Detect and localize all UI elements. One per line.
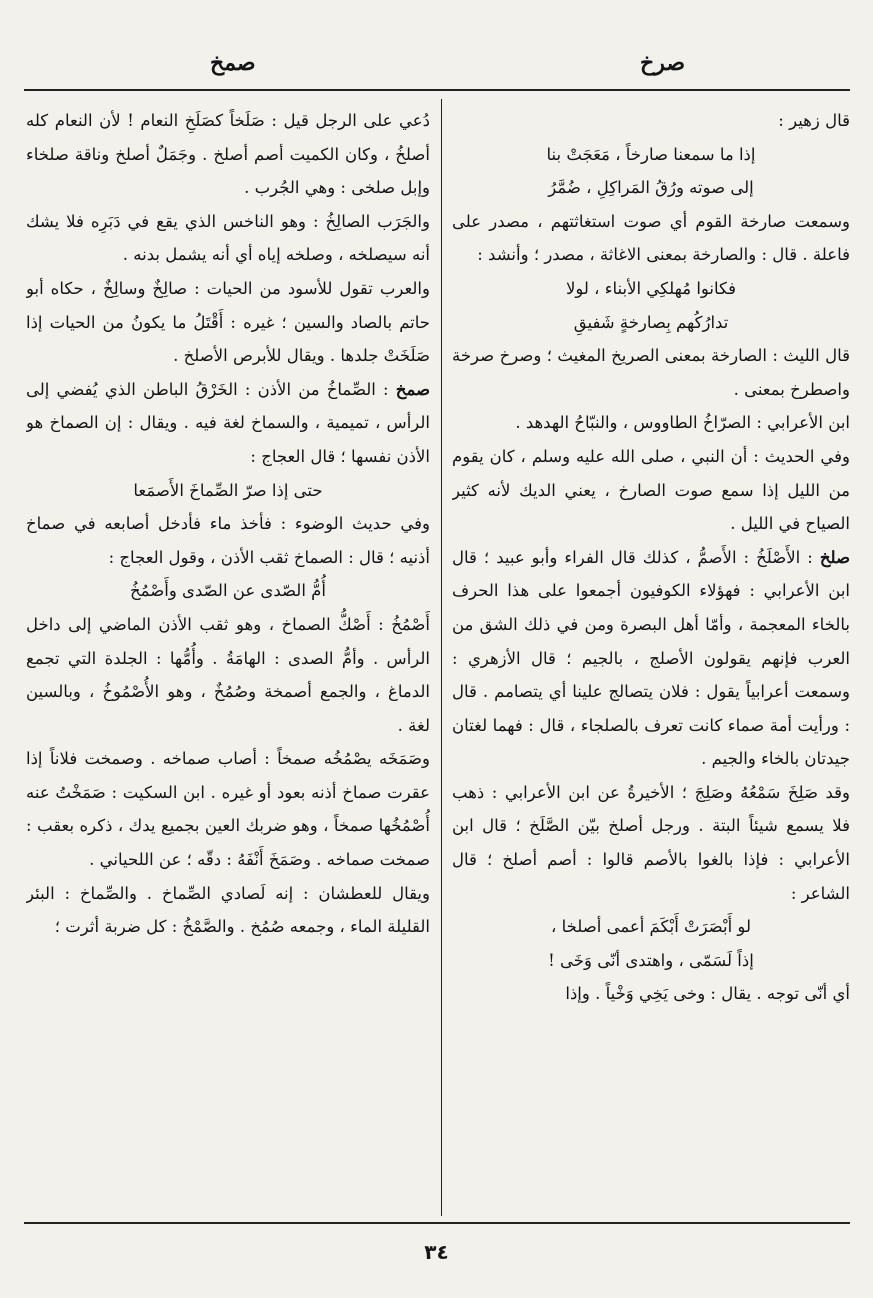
paragraph: وسمعت صارخة القوم أي صوت استغاثتهم ، مصدر على فاعلة . قال : والصارخة بمعنى الاغاثة ، مصدر ؛ وأنشد : bbox=[452, 211, 850, 265]
paragraph: أَصْمُخُ : أَصْكُّ الصماخ ، وهو ثقب الأذن الماضي إلى داخل الرأس . وأمُّ الصدى : الهامَةُ . وأُمُّها : الجلدة التي تجمع الدماغ ، والجمع أصمخة وصُمُخٌ ، وهو الأُصْمُوخُ ، وبالسين لغة . bbox=[26, 614, 430, 735]
paragraph: وفي حديث الوضوء : فأخذ ماء فأدخل أصابعه في صماخ أذنيه ؛ قال : الصماخ ثقب الأذن ، وقول العجاج : bbox=[26, 514, 430, 567]
entry-text: : الصِّماخُ من الأذن : الخَرْقُ الباطن الذي يُفضي إلى الرأس ، تميمية ، والسماخ لغة فيه . ويقال : إن الصماخ هو الأذن نفسها ؛ قال العجاج : bbox=[26, 379, 430, 466]
left-column bbox=[26, 104, 430, 1216]
entry-headword: صلخ bbox=[819, 547, 850, 567]
verse-line: إذا ما سمعنا صارخاً ، مَعَجَتْ بنا bbox=[546, 144, 756, 164]
right-column bbox=[452, 104, 850, 1216]
verse-line: فكانوا مُهلكِي الأبناء ، لولا bbox=[565, 278, 737, 298]
entry-text: : الأَصْلَخُ : الأَصمُّ ، كذلك قال الفراء وأبو عبيد ؛ قال ابن الأعرابي : فهؤلاء الكوفيون أجمعوا على هذا الحرف بالخاء المعجمة ، وأمّا أهل البصرة ومن في ذلك الشق من العرب فإنهم يقولون الأصلج ، بالجيم ؛ قال الأزهري : وسمعت أعرابياً يقول : فلان يتصالج علينا أي يتصامم . قال : ورأيت أمة صماء كانت تعرف بالصلجاء ، قال : فهما لغتان جيدتان بالخاء والجيم . bbox=[452, 547, 850, 769]
paragraph: وصَمَخَه يصْمُخُه صمخاً : أصاب صماخه . وصمخت فلاناً إذا عقرت صماخ أذنه بعود أو غيره . ابن السكيت : صَمَخْتُ عنه أُصْمُخُها صمخاً ، وهو ضربك العين بجميع يدك ، ذكره بعقب : صمخت صماخه . وصَمَخَ أَنْفَهُ : دقّه ؛ عن اللحياني . bbox=[26, 749, 430, 870]
dictionary-entry bbox=[26, 373, 430, 474]
page-number: ٣٤ bbox=[424, 1240, 449, 1264]
paragraph: أي أنّى توجه . يقال : وخى يَخِي وَخْياً . وإذا bbox=[565, 984, 850, 1004]
paragraph: ابن الأعرابي : الصرّاخُ الطاووس ، والنبّاحُ الهدهد . bbox=[515, 413, 850, 433]
running-head-left: صمخ bbox=[210, 50, 256, 76]
paragraph: قال الليث : الصارخة بمعنى الصريخ المغيث ؛ وصرخ صرخة واصطرخ بمعنى . bbox=[452, 346, 850, 399]
paragraph: وفي الحديث : أن النبي ، صلى الله عليه وسلم ، كان يقوم من الليل إذا سمع صوت الصارخ ، يعني الديك لأنه كثير الصياح في الليل . bbox=[452, 446, 850, 534]
verse-line: إلى صوته ورُقُ المَراكِلِ ، ضُمَّرُ bbox=[548, 178, 754, 198]
top-rule bbox=[24, 89, 850, 91]
verse-line: أُمُّ الصّدى عن الصّدى وأَصْمُخُ bbox=[130, 581, 326, 601]
paragraph: والجَرَب الصالِخُ : وهو الناخس الذي يقع في دَبَرِه فلا يشك أنه سيصلخه ، وصلخه إياه أي أنه يشمل بدنه . bbox=[26, 211, 430, 265]
paragraph: والعرب تقول للأسود من الحيات : صالِخٌ وسالِخٌ ، حكاه أبو حاتم بالصاد والسين ؛ غيره : أَقْتَلُ ما يكونُ من الحيات إذا صَلَخَتْ جلدها . ويقال للأبرص الأصلخ . bbox=[26, 278, 430, 366]
paragraph: دُعي على الرجل قيل : صَلَخاً كصَلَخِ النعام ! لأن النعام كله أصلخُ ، وكان الكميت أصم أصلخ . وجَمَلٌ أصلخ وناقة صلخاء وإبل صلخى : وهي الجُرب . bbox=[26, 111, 430, 198]
paragraph: قال زهير : bbox=[778, 111, 850, 130]
verse-line: إذاً لَسَمّى ، واهتدى أنّى وَخَى ! bbox=[548, 950, 754, 970]
verse-line: لو أَبْصَرَتْ أَبْكَمَ أعمى أصلخا ، bbox=[551, 917, 751, 937]
paragraph: وقد صَلِخَ سَمْعُهُ وصَلِجَ ؛ الأخيرةُ عن ابن الأعرابي : ذهب فلا يسمع شيئاً البتة . ورجل أصلخ بيّن الصَّلَخ ؛ قال ابن الأعرابي : فإذا بالغوا بالأصم قالوا : أصم أصلخ ؛ قال الشاعر : bbox=[452, 782, 850, 903]
paragraph: ويقال للعطشان : إنه لَصادي الصِّماخ . والصِّماخ : البئر القليلة الماء ، وجمعه صُمُخ . والصَّمْخُ : كل ضربة أثرت ؛ bbox=[26, 883, 430, 937]
dictionary-entry bbox=[452, 541, 850, 776]
running-head-right: صرخ bbox=[640, 50, 686, 76]
bottom-rule bbox=[24, 1222, 850, 1224]
column-divider bbox=[441, 99, 442, 1216]
verse-line: تدارُكُهم بِصارخةٍ شَفيقِ bbox=[573, 312, 729, 332]
verse-line: حتى إذا صرّ الصِّماخَ الأَصمَعا bbox=[133, 480, 323, 500]
entry-headword: صمخ bbox=[395, 379, 430, 399]
